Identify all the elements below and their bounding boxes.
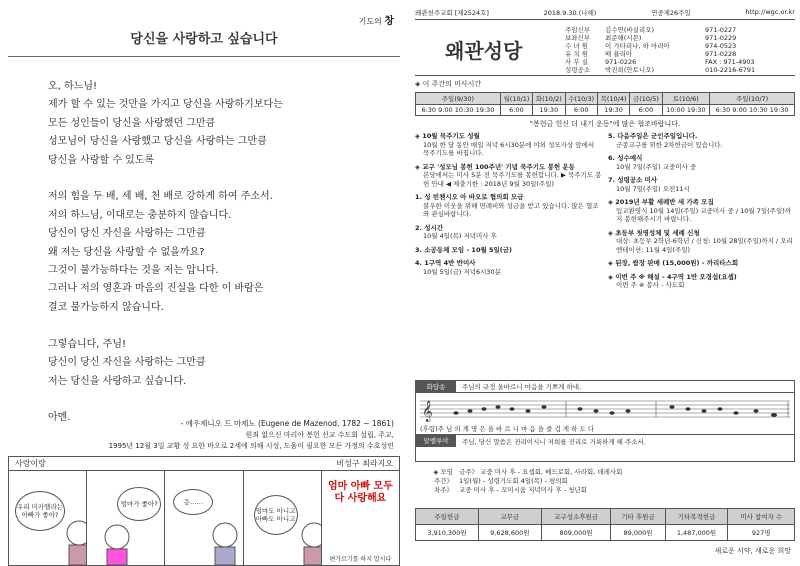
prayer-text — [48, 78, 388, 428]
finance-header: 교구성소후원금 — [541, 509, 611, 525]
speech-bubble: 우리 미카엘라는 아빠가 좋아? — [15, 491, 65, 531]
poem-line — [48, 317, 388, 335]
responsorial-row — [416, 381, 794, 393]
contact-row: 수 녀 원 이 가타리나, 하 마리아 974-0523 — [565, 42, 737, 50]
contact-row: 유 치 원 배 율리아 971-0228 — [565, 50, 737, 58]
prayer-author: - 에우제니오 드 마제노 (Eugene de Mazenod, 1782 ~ 1861) — [180, 419, 394, 428]
note-line: 1995년 12월 3일 교황 성 요한 바오로 2세에 의해 시성, 도움이 필요한 모든 가정의 수호성인 — [108, 442, 394, 450]
contact-row: 성령공소 박진희(안토니오) 010-2216-6791 — [565, 66, 756, 74]
day-cell: 토(10/6) — [662, 93, 710, 105]
notice-item: ◈ 된장, 쌈장 판매 (15,000원) - 까리타스회 — [608, 259, 739, 267]
bulletin-header — [415, 8, 795, 20]
contact-row: 보좌신부 최준해(시몬) 971-0229 — [565, 34, 737, 42]
notice-item: 6. 성수예식 10월 7일(주일) 교중미사 중 — [608, 154, 697, 171]
poem-line — [48, 170, 388, 188]
mass-times-row — [416, 105, 795, 116]
comic-credit: 비성구 최라지오 — [336, 459, 393, 468]
parish-name: 왜관천주교회 [제2524호] — [415, 9, 489, 17]
time-cell: 6:00 — [630, 105, 662, 116]
psalm-box — [415, 380, 795, 462]
prayer-title: 당신을 사랑하고 싶습니다 — [130, 32, 278, 47]
mass-schedule-table — [415, 92, 795, 116]
notice-item: ◈ 교구 '성모님 봉헌 100주년' 기념 묵주기도 봉헌 운동 본당에서는 미사 5분 전 묵주기도를 봉헌합니다. ▶ 묵주기도 봉헌 안내 ◀ 제출기한 : 2018년 9월 30일(주일) — [415, 162, 602, 188]
day-cell: 수(10/3) — [565, 93, 597, 105]
poem-line: 모든 성인들이 당신을 사랑했던 그만큼 — [48, 117, 216, 129]
website-link[interactable]: http://wgc.or.kr — [745, 8, 795, 16]
poem-line: 저는 당신을 사랑하고 싶습니다. — [48, 375, 187, 387]
finance-value-row — [416, 525, 795, 541]
prayer-page — [8, 8, 400, 563]
comic-panel — [87, 471, 165, 565]
poem-line: 그러나 저의 영혼과 마음의 진실을 다한 이 바람은 — [48, 283, 264, 295]
poem-line: 오, 하느님! — [48, 81, 98, 92]
character-drawing — [165, 471, 243, 565]
meeting-row: 주간》 1일(월) - 성령기도회 4일(목) - 평의회 — [433, 477, 568, 485]
poem-line: 결코 불가능하지 않습니다. — [48, 301, 164, 313]
character-drawing — [87, 471, 165, 565]
poem-line: 제가 할 수 있는 것만을 가지고 당신을 사랑하기보다는 — [48, 99, 283, 111]
character-drawing — [244, 471, 322, 565]
contact-list — [565, 24, 795, 75]
speech-bubble: 엄마가 좋아? — [117, 487, 161, 521]
finance-header-row — [416, 509, 795, 525]
finance-value: 89,000원 — [611, 525, 665, 541]
finance-header: 기타 후원금 — [611, 509, 665, 525]
notice-column-left — [415, 132, 602, 342]
day-cell: 목(10/4) — [597, 93, 629, 105]
notice-item: ◈ 2019년 부활 세례반 새 가족 모집 입교환영식 10월 14일(주일) 교중미사 중 / 10월 7일(주일)까지 봉헌해주시기 바랍니다. — [608, 198, 792, 223]
contact-row: 사 무 실 971-0226 FAX : 971-4903 — [565, 58, 755, 66]
time-cell: 10:00 19:30 — [662, 105, 710, 116]
closing-motto: 새로운 서약, 새로운 희망 — [714, 547, 791, 555]
poem-line — [48, 391, 388, 409]
contact-row: 주임신부 김수연(바실리오) 971-0227 — [565, 26, 737, 34]
character-drawing — [9, 471, 87, 565]
notice-item: 5. 다음주일은 군인주일입니다. 군종교구를 위한 2차헌금이 있습니다. — [608, 132, 723, 149]
time-cell: 19:30 — [597, 105, 629, 116]
prayer-window-tag — [359, 12, 394, 27]
responsorial-text: 주님의 규정 올바르니 마음을 기쁘게 하네. — [462, 383, 582, 391]
poem-line: 당신을 사랑할 수 있도록 — [48, 154, 155, 166]
time-cell: 6:00 — [500, 105, 532, 116]
notice-item: ◈ 10월 묵주기도 성월 10월 한 달 동안 매일 저녁 6시30분에 야외 성모자상 앞에서 묵주기도를 바칩니다. — [415, 132, 595, 157]
notice-item: 4. 1구역 4반 반미사 10월 5일(금) 저녁6시30분 — [415, 259, 501, 276]
svg-text:𝄞: 𝄞 — [422, 401, 433, 422]
comic-header — [9, 457, 399, 471]
logo-row — [415, 24, 795, 76]
comic-panel — [322, 471, 399, 565]
psalm-lyrics: (후렴)주 님 의 계 명 은 올 바 르 니 마 음 을 즐 겁 게 하 도 다 — [420, 425, 595, 433]
finance-value: 3,910,300원 — [416, 525, 479, 541]
day-cell: 주일(10/7) — [710, 93, 795, 105]
title-divider — [8, 56, 400, 57]
finance-header: 교무금 — [478, 509, 541, 525]
poem-line: 당신이 당신 자신을 사랑하는 그만큼 — [48, 228, 206, 240]
speech-bubble: 응…… — [173, 489, 213, 515]
day-cell: 주일(9/30) — [416, 93, 501, 105]
notice-column-right — [608, 132, 795, 342]
notice-item: 3. 소공동체 모임 - 10월 5일(금) — [415, 245, 513, 254]
poem-line: 그것이 불가능하다는 것을 저는 압니다. — [48, 265, 219, 277]
meetings — [415, 468, 795, 495]
speech-bubble: 엄마도 아니고 아빠도 아니고 — [254, 495, 298, 535]
finance-header: 미사 참여자 수 — [728, 509, 795, 525]
finance-value: 809,000원 — [541, 525, 611, 541]
shout-text: 엄마 아빠 모두다 사랑해요 — [327, 481, 393, 504]
music-staff — [416, 393, 794, 435]
comic-panel — [9, 471, 87, 565]
time-cell: 19:30 — [533, 105, 565, 116]
poem-line: 당신이 당신 자신을 사랑하는 그만큼 — [48, 357, 206, 369]
comic-panel — [244, 471, 322, 565]
liturgical-season: 연중제26주일 — [651, 9, 691, 17]
offering-slogan: "봉헌금 헌신 더 내기 운동"에 많은 협조바랍니다. — [529, 120, 681, 128]
alleluia-label: 알렐루야 — [416, 435, 456, 447]
comic-title: 사랑이랑 — [15, 459, 46, 468]
finance-header: 주일헌금 — [416, 509, 479, 525]
mass-days-row — [416, 93, 795, 105]
mass-schedule-title: ◈ 이 주간의 미사시간 — [415, 80, 482, 88]
alleluia-text: 주님, 당신 말씀은 진리이시니 저희를 진리로 거룩하게 해 주소서. — [462, 437, 646, 446]
comic-panels — [9, 471, 399, 565]
finance-value: 927명 — [728, 525, 795, 541]
responsorial-label: 화답송 — [416, 381, 456, 392]
note-line: 원죄 없으신 마리아 봉헌 선교 수도회 설립, 주교, — [245, 431, 394, 439]
notice-item: 7. 성령공소 미사 10월 7일(주일) 오전11시 — [608, 176, 690, 193]
alleluia-row — [416, 435, 794, 447]
poem-line: 아멘. — [48, 412, 71, 424]
meeting-row: ◈ 모임 금주》 교중 미사 후 - 요셉회, 베드로회, 사라회, 데레사회 — [433, 468, 623, 476]
day-cell: 화(10/2) — [533, 93, 565, 105]
bulletin-page — [415, 8, 795, 560]
parish-logo: 왜관성당 — [445, 39, 523, 63]
comic-panel — [165, 471, 243, 565]
comic-strip — [8, 456, 400, 566]
time-cell: 6:30 9:00 10:30 19:30 — [710, 105, 795, 116]
author-notes — [8, 430, 396, 452]
comic-caption: 편가르기를 하지 맙시다 — [329, 556, 392, 563]
issue-date: 2018.9.30.(나해) — [543, 9, 597, 17]
notice-item: ◈ 이번 주 ※ 해설 - 4구역 1반 오경섭(요셉) 이번 주 ※ 봉사 - 사도회 — [608, 272, 737, 289]
finance-table — [415, 508, 795, 541]
poem-line: 저의 힘을 두 배, 세 배, 천 배로 강하게 하여 주소서. — [48, 191, 273, 203]
finance-value: 9,628,600원 — [478, 525, 541, 541]
poem-line: 저의 하느님, 이대로는 충분하지 않습니다. — [48, 209, 232, 221]
staff-lines — [416, 395, 794, 425]
day-cell: 금(10/5) — [630, 93, 662, 105]
tag-big: 창 — [384, 16, 394, 27]
meeting-row: 차주》 교중 미사 후 - 꼬미시움 저녁미사 후 - 청년회 — [433, 486, 587, 494]
notices — [415, 132, 795, 342]
finance-header: 기타목적헌금 — [665, 509, 728, 525]
notice-item: ◈ 초등부 첫영성체 및 세례 신청 대상: 초등부 2학년-6학년 / 신청: 10월 28일(주일)까지 / 오리엔테이션: 11월 4일(주일) — [608, 228, 793, 254]
poem-line: 그렇습니다, 주님! — [48, 338, 126, 350]
poem-line: 왜 저는 당신을 사랑할 수 없을까요? — [48, 246, 205, 258]
tag-small: 기도의 — [358, 17, 382, 26]
day-cell: 월(10/1) — [500, 93, 532, 105]
time-cell: 6:30 9:00 10:30 19:30 — [416, 105, 501, 116]
notice-item: 1. 성 빈첸시오 아 바오로 협의회 모금 불우한 이웃을 위해 면례비와 성금을 받고 있습니다. 많은 협조와 관심바랍니다. — [415, 193, 599, 218]
time-cell: 6:00 — [565, 105, 597, 116]
finance-value: 1,487,000원 — [665, 525, 728, 541]
notice-item: 2. 성시간 10월 4일(목) 저녁미사 후 — [415, 223, 497, 240]
poem-line: 성모님이 당신을 사랑했고 당신을 사랑하는 그만큼 — [48, 136, 267, 148]
